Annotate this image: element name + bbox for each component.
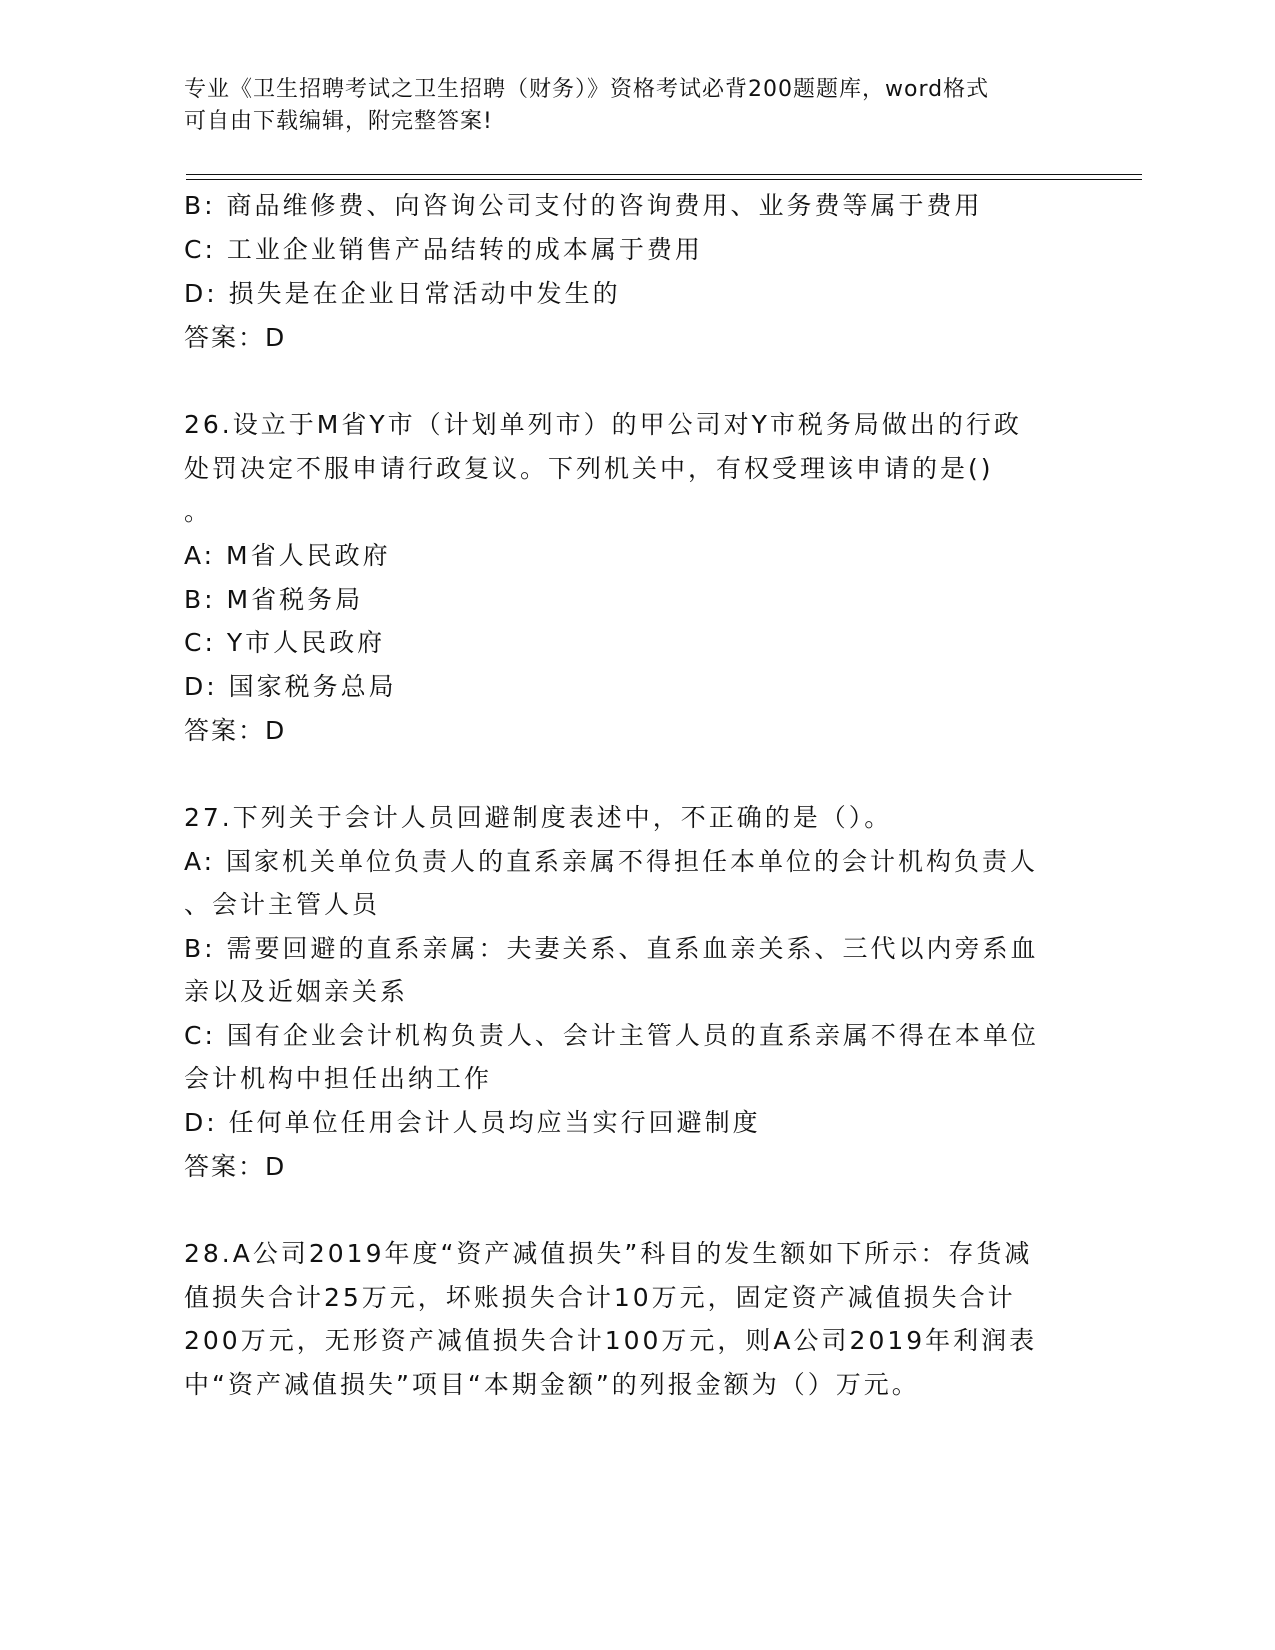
q26-option-c: C: Y市人民政府: [184, 628, 386, 657]
q25-option-b: B: 商品维修费、向咨询公司支付的咨询费用、业务费等属于费用: [184, 191, 983, 220]
header-divider-top: [186, 174, 1142, 175]
q27-option-c-line-2: 会计机构中担任出纳工作: [184, 1064, 493, 1093]
q26-stem-line-2: 处罚决定不服申请行政复议。下列机关中，有权受理该申请的是(): [184, 454, 994, 483]
header-title-line-2: 可自由下载编辑，附完整答案!: [184, 109, 493, 134]
q25-answer: 答案：D: [184, 323, 287, 352]
q27-stem: 27.下列关于会计人员回避制度表述中，不正确的是（）。: [184, 803, 893, 832]
q26-answer: 答案：D: [184, 716, 287, 745]
q26-stem-line-3: 。: [184, 497, 213, 526]
q27-answer: 答案：D: [184, 1152, 287, 1181]
q26-stem-line-1: 26.设立于M省Y市（计划单列市）的甲公司对Y市税务局做出的行政: [184, 410, 1022, 439]
q26-option-a: A: M省人民政府: [184, 541, 391, 570]
q27-option-c-line-1: C: 国有企业会计机构负责人、会计主管人员的直系亲属不得在本单位: [184, 1021, 1039, 1050]
q27-option-b-line-2: 亲以及近姻亲关系: [184, 977, 409, 1006]
q27-option-a-line-2: 、会计主管人员: [184, 890, 381, 919]
q27-option-a-line-1: A: 国家机关单位负责人的直系亲属不得担任本单位的会计机构负责人: [184, 847, 1039, 876]
q25-option-d: D: 损失是在企业日常活动中发生的: [184, 279, 621, 308]
q25-option-c: C: 工业企业销售产品结转的成本属于费用: [184, 235, 703, 264]
q27-option-d: D: 任何单位任用会计人员均应当实行回避制度: [184, 1108, 761, 1137]
q27-option-b-line-1: B: 需要回避的直系亲属：夫妻关系、直系血亲关系、三代以内旁系血: [184, 934, 1039, 963]
document-header: [184, 74, 1064, 138]
header-title-line-1: 专业《卫生招聘考试之卫生招聘（财务）》资格考试必背200题题库，word格式: [184, 77, 990, 102]
q28-stem-line-1: 28.A公司2019年度“资产减值损失”科目的发生额如下所示：存货减: [184, 1239, 1033, 1268]
header-divider-bottom: [186, 179, 1142, 180]
q26-option-b: B: M省税务局: [184, 585, 364, 614]
q28-stem-line-2: 值损失合计25万元，坏账损失合计10万元，固定资产减值损失合计: [184, 1283, 1016, 1312]
q28-stem-line-3: 200万元，无形资产减值损失合计100万元，则A公司2019年利润表: [184, 1326, 1038, 1355]
q26-option-d: D: 国家税务总局: [184, 672, 397, 701]
q28-stem-line-4: 中“资产减值损失”项目“本期金额”的列报金额为（）万元。: [184, 1370, 920, 1399]
